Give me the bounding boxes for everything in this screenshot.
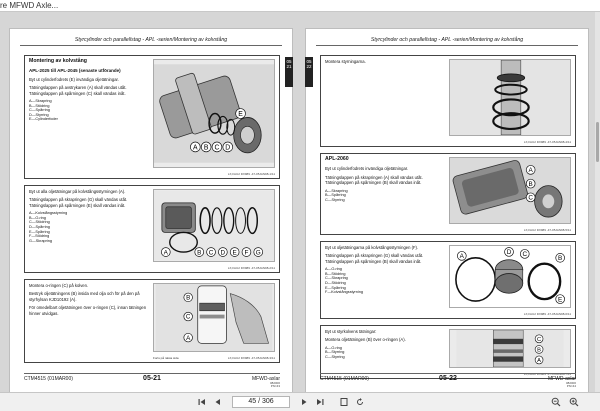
figure-code: LX,FAU2 DX989 -47-05JAN98-2/11 xyxy=(227,266,275,270)
instruction-text xyxy=(29,59,147,122)
piston-seal-illustration xyxy=(154,284,274,351)
figure-code: LX,FAU2 DX989 -47-05JAN98-3/11 xyxy=(227,356,275,360)
page-header: Styrcylinder och parallellstag - APL -serien/Montering av kolvstång xyxy=(74,37,228,43)
footer-rule xyxy=(320,373,576,374)
instruction-block xyxy=(320,325,576,379)
last-page-icon[interactable] xyxy=(314,396,326,408)
scrollbar-thumb[interactable] xyxy=(596,122,599,162)
page-header: Styrcylinder och parallellstag - APL -serien/Montering av kolvstång xyxy=(370,37,524,43)
legend-item: E—Spårring xyxy=(29,229,50,234)
figure-rod-guide-seals xyxy=(153,189,275,262)
svg-text:A: A xyxy=(528,167,533,175)
svg-text:A: A xyxy=(163,249,168,257)
footer-page-number: 05-21 xyxy=(143,375,161,382)
figure-liner-seals xyxy=(449,157,571,224)
page-05-21 xyxy=(9,28,293,392)
piston-seals-illustration xyxy=(450,330,570,367)
footer-doc-id: CTM4515 (01MAR00) xyxy=(24,376,73,382)
instruction-block xyxy=(320,153,576,235)
footer-page-number: 05-22 xyxy=(439,375,457,382)
figure-code: LX,FAU2 DX989 -47-05JAN98-1/11 xyxy=(227,172,275,176)
page-footer xyxy=(320,373,576,387)
continued-note: Forts på nästa sida xyxy=(153,356,179,360)
figure-piston-seal xyxy=(153,283,275,352)
instruction-paragraph: Byt ut styrkolvens tätningar: xyxy=(325,329,377,334)
svg-text:B: B xyxy=(528,180,533,188)
svg-text:F: F xyxy=(244,249,249,257)
legend-item: C—Styrring xyxy=(325,197,345,202)
svg-text:D: D xyxy=(220,249,226,257)
instruction-text xyxy=(325,245,443,295)
cylinder-liner-illustration xyxy=(154,60,274,167)
svg-text:A: A xyxy=(186,334,191,342)
viewer-toolbar xyxy=(0,392,600,411)
page-number-field[interactable] xyxy=(232,396,290,408)
instruction-text xyxy=(29,283,147,319)
legend-item: B—Stödring xyxy=(325,271,346,276)
svg-text:A: A xyxy=(193,144,198,152)
svg-text:E: E xyxy=(558,296,563,304)
legend-item: C—Stödring xyxy=(29,220,50,225)
instruction-paragraph: Byt ut cylinderfodrets (E) invändiga oljetätningar. xyxy=(29,76,119,82)
instruction-paragraph: Montera styrningarna. xyxy=(325,59,366,64)
footer-model: MFWD-axlar xyxy=(547,376,576,382)
legend-item: A—Skrapring xyxy=(29,99,52,104)
vertical-scrollbar[interactable] xyxy=(595,12,600,392)
first-page-icon[interactable] xyxy=(196,396,208,408)
svg-text:C: C xyxy=(185,313,191,321)
svg-text:D: D xyxy=(225,144,231,152)
footer-model: MFWD-axlar xyxy=(251,376,280,382)
instruction-block xyxy=(24,185,280,273)
svg-text:C: C xyxy=(214,144,220,152)
legend-item: A—O-ring xyxy=(325,267,342,272)
footer-doc-id: CTM4515 (01MAR00) xyxy=(320,376,369,382)
instruction-block xyxy=(320,241,576,319)
guides-illustration xyxy=(450,60,570,135)
legend-item: D—Styrring xyxy=(29,112,49,117)
legend-item: C—Styrring xyxy=(325,355,345,359)
svg-text:E: E xyxy=(232,249,237,257)
legend-item: C—Spårring xyxy=(29,108,50,113)
svg-text:C: C xyxy=(522,251,528,259)
instruction-paragraph: Tätningslappen på skrapringen (G) skall vändas utåt. Tätningslappen på spårningen (E) skall vändas inåt. xyxy=(29,197,128,208)
svg-text:C: C xyxy=(208,249,214,257)
figure-legend xyxy=(325,189,443,203)
zoom-in-icon[interactable] xyxy=(568,396,580,408)
footer-sub: 082000 PN=43 xyxy=(269,381,280,389)
instruction-paragraph: För omedelbart oljetätningen över o-ringen (C), innan tätningen hinner utvidgas. xyxy=(29,305,147,316)
rotate-icon[interactable] xyxy=(354,396,366,408)
instruction-text xyxy=(325,59,443,67)
figure-code: LX,FAU2 DX989 -47-05JAN98-4/11 xyxy=(523,140,571,144)
svg-text:B: B xyxy=(186,294,191,302)
footer-rule xyxy=(24,373,280,374)
figure-code: LX,FAU2 DX989 -47-05JAN98-5/11 xyxy=(523,228,571,232)
rod-guide-2060-illustration xyxy=(450,246,570,307)
figure-legend xyxy=(325,346,443,360)
svg-text:B: B xyxy=(197,249,202,257)
figure-guides xyxy=(449,59,571,136)
svg-text:E: E xyxy=(238,110,243,118)
svg-text:G: G xyxy=(255,249,261,257)
instruction-text xyxy=(325,157,443,202)
block-heading: Montering av kolvstång xyxy=(29,58,87,64)
instruction-paragraph: Tätningslappen på avstrykaren (A) skall vändas utåt. Tätningslappen på spårningen (C) skall vändas inåt. xyxy=(29,85,127,96)
total-pages: / 306 xyxy=(258,398,274,405)
legend-item: F—Stödring xyxy=(29,234,50,239)
rod-guide-illustration xyxy=(154,190,274,261)
svg-text:D: D xyxy=(506,249,512,257)
legend-item: F—Kolvstångsstyrning xyxy=(325,290,363,295)
svg-text:A: A xyxy=(459,253,464,261)
legend-item: A—O-ring xyxy=(325,345,342,350)
figure-legend xyxy=(29,99,147,122)
header-rule xyxy=(316,45,578,46)
instruction-paragraph: Tätningslappen på skrapringen (A) skall vändas utåt. Tätningslappen på spårningen (B) skall vändas inåt. xyxy=(325,174,423,186)
legend-item: B—Spårring xyxy=(325,193,346,198)
block-heading: APL-2060 xyxy=(325,156,349,162)
instruction-paragraph: Tätningslappen på skrapringen (G) skall vändas utåt. Tätningslappen på spårningen (B) skall vändas inåt. xyxy=(325,253,424,264)
instruction-paragraph: Byt ut oljetätningarna på kolvstångsstyrningen (F). xyxy=(325,245,419,250)
instruction-block xyxy=(24,55,280,179)
figure-rod-guide-2060 xyxy=(449,245,571,308)
page-footer xyxy=(24,373,280,387)
instruction-text xyxy=(29,189,147,243)
legend-item: E—Spårring xyxy=(325,285,346,290)
page-05-22 xyxy=(305,28,589,392)
figure-legend xyxy=(325,267,443,295)
svg-text:B: B xyxy=(203,144,209,152)
instruction-paragraph: Bestryk oljetätningens (B) insida med olja och för på den på styrhylsan KJD10192 (A). xyxy=(29,291,140,302)
zoom-out-icon[interactable] xyxy=(550,396,562,408)
fit-page-icon[interactable] xyxy=(338,396,350,408)
legend-item: A—Kolvstångsstyrning xyxy=(29,211,68,216)
instruction-paragraph: Byt ut cylinderfodrets invändiga oljetätningar. xyxy=(325,166,409,172)
footer-sub: 082000 PN=44 xyxy=(565,381,576,389)
legend-item: B—Styrring xyxy=(325,350,345,355)
figure-code: LX,FAU2 DX989 -47-05JAN98-7/11 xyxy=(523,372,571,376)
block-subheading: APL-2025 till APL-2045 (senaste utförande) xyxy=(29,68,121,74)
legend-item: B—Stödring xyxy=(29,103,50,108)
legend-item: G—Skrapring xyxy=(29,238,53,243)
document-viewer[interactable] xyxy=(0,12,600,392)
svg-text:B: B xyxy=(537,347,541,354)
instruction-paragraph: Montera oljetätningen (B) över o-ringen (A). xyxy=(325,337,406,343)
figure-code: LX,FAU2 DX989 -47-05JAN98-6/11 xyxy=(523,312,571,316)
svg-text:A: A xyxy=(537,357,541,364)
window-titlebar xyxy=(0,0,600,12)
section-tab: 05 21 xyxy=(285,57,293,87)
svg-text:C: C xyxy=(537,336,542,343)
legend-item: E—Cylinderfoder xyxy=(29,117,58,122)
figure-legend xyxy=(29,211,147,243)
instruction-block xyxy=(320,55,576,147)
instruction-paragraph: Montera o-ringen (C) på kolven. xyxy=(29,283,89,288)
legend-item: D—Stödring xyxy=(325,281,346,285)
section-tab: 05 22 xyxy=(305,57,313,87)
liner-seals-illustration xyxy=(450,158,570,223)
legend-item: A—Skrapring xyxy=(325,188,348,193)
instruction-paragraph: Byt ut alla oljetätningar på kolvstångsstyrningen (A). xyxy=(29,189,126,194)
legend-item: D—Spårring xyxy=(29,225,50,229)
figure-piston-seals xyxy=(449,329,571,368)
prev-page-icon[interactable] xyxy=(212,396,224,408)
svg-text:C: C xyxy=(528,194,533,202)
legend-item: C—Skrapring xyxy=(325,276,348,281)
instruction-block xyxy=(24,279,280,363)
figure-cylinder-liner xyxy=(153,59,275,168)
instruction-text xyxy=(325,329,443,360)
window-title: re MFWD Axle... xyxy=(0,1,59,10)
current-page[interactable]: 45 xyxy=(248,398,257,405)
legend-item: B—O-ring xyxy=(29,215,46,220)
header-rule xyxy=(20,45,282,46)
next-page-icon[interactable] xyxy=(298,396,310,408)
svg-text:B: B xyxy=(558,255,563,263)
